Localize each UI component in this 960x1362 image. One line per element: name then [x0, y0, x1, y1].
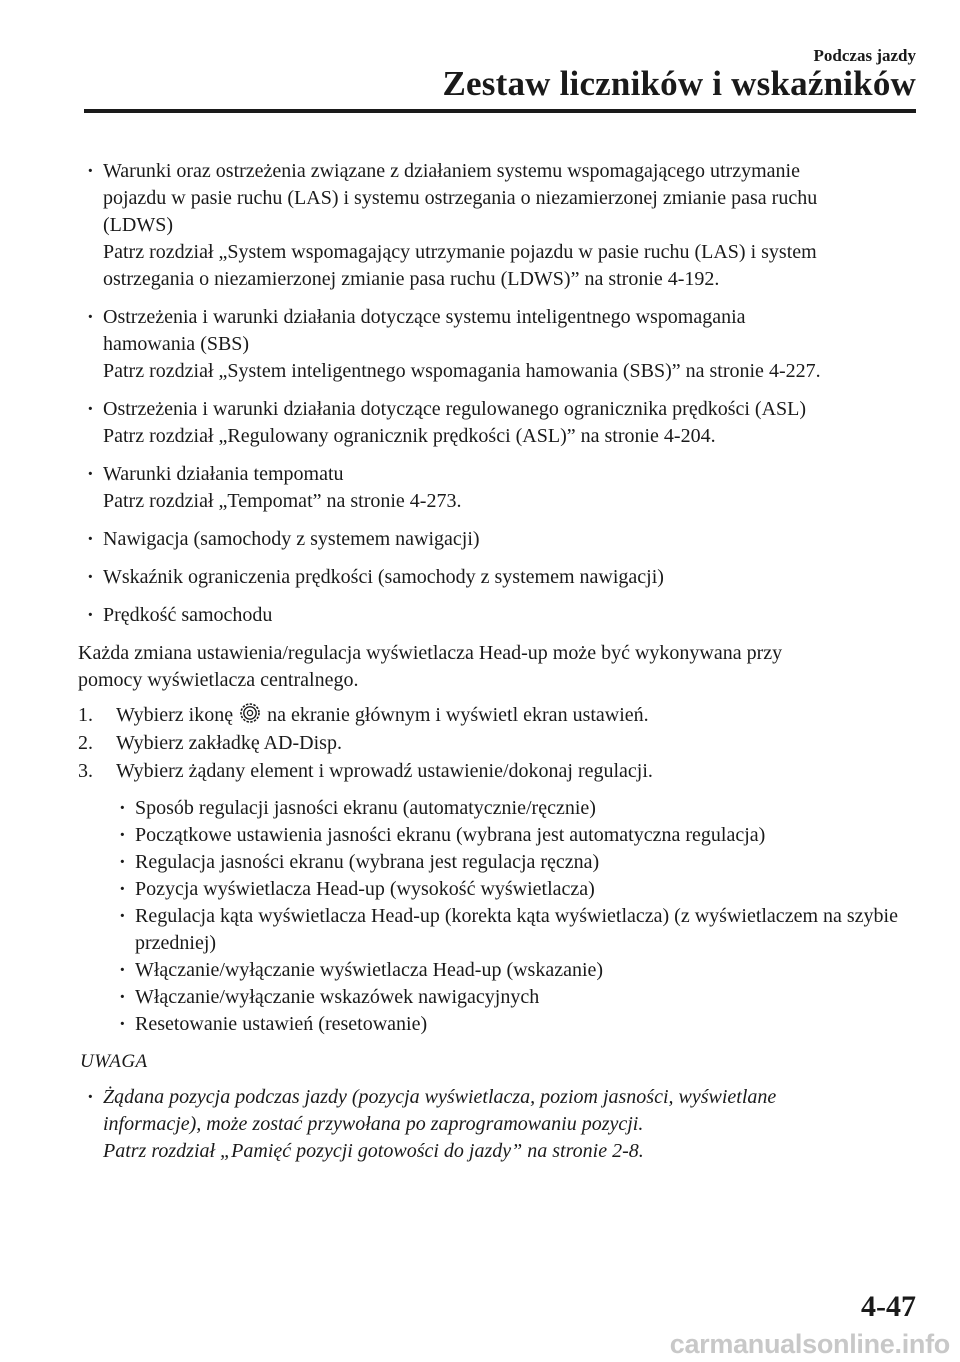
list-item-line: hamowania (SBS) [103, 333, 250, 355]
list-item [78, 564, 918, 591]
paragraph-line: Każda zmiana ustawienia/regulacja wyświetlacza Head-up może być wykonywana przy [78, 642, 783, 664]
page-number: 4-47 [861, 1290, 916, 1323]
list-item-line: · Ostrzeżenia i warunki działania dotyczące systemu inteligentnego wspomagania [103, 306, 746, 328]
step-text: Wybierz zakładkę AD-Disp. [116, 732, 342, 754]
settings-item: · Sposób regulacji jasności ekranu (automatycznie/ręcznie) [110, 795, 918, 822]
settings-item: · Włączanie/wyłączanie wyświetlacza Head-up (wskazanie) [110, 957, 918, 984]
step-text [116, 701, 649, 729]
note-list [78, 1084, 918, 1165]
list-item [78, 602, 918, 629]
page-content [78, 158, 918, 1165]
step-text-part: na ekranie głównym i wyświetl ekran ustawień. [267, 704, 649, 726]
list-item-line: · Nawigacja (samochody z systemem nawigacji) [103, 528, 480, 550]
watermark: carmanualsonline.info [669, 1329, 950, 1359]
settings-item: · Pozycja wyświetlacza Head-up (wysokość wyświetlacza) [110, 876, 918, 903]
list-item-line: · Ostrzeżenia i warunki działania dotyczące regulowanego ogranicznika prędkości (ASL) [103, 398, 807, 420]
note-line: Patrz rozdział „Pamięć pozycji gotowości do jazdy” na stronie 2-8. [103, 1140, 644, 1162]
list-item [78, 304, 918, 385]
step-number: 2. [78, 732, 93, 754]
list-item-line: pojazdu w pasie ruchu (LAS) i systemu ostrzegania o niezamierzonej zmianie pasa ruchu [103, 187, 818, 209]
step-item [78, 757, 918, 785]
settings-item: · Regulacja kąta wyświetlacza Head-up (korekta kąta wyświetlacza) (z wyświetlaczem na szybie przedniej) [110, 903, 918, 957]
page-title: Zestaw liczników i wskaźników [442, 64, 916, 103]
list-item-line: Patrz rozdział „Regulowany ogranicznik prędkości (ASL)” na stronie 4-204. [103, 425, 716, 447]
list-item [78, 158, 918, 293]
step-item [78, 701, 918, 729]
section-label: Podczas jazdy [813, 46, 916, 65]
paragraph-line: pomocy wyświetlacza centralnego. [78, 669, 359, 691]
list-item-line: Patrz rozdział „Tempomat” na stronie 4-273. [103, 490, 462, 512]
list-item-line: ostrzegania o niezamierzonej zmianie pasa ruchu (LDWS)” na stronie 4-192. [103, 268, 720, 290]
step-item [78, 729, 918, 757]
settings-item: · Początkowe ustawienia jasności ekranu (wybrana jest automatyczna regulacja) [110, 822, 918, 849]
list-item [78, 396, 918, 450]
note-line: informacje), może zostać przywołana po zaprogramowaniu pozycji. [103, 1113, 644, 1135]
list-item [78, 526, 918, 553]
list-item-line: · Wskaźnik ograniczenia prędkości (samochody z systemem nawigacji) [103, 566, 664, 588]
list-item-line: · Warunki oraz ostrzeżenia związane z działaniem systemu wspomagającego utrzymanie [103, 160, 800, 182]
list-item-line: Patrz rozdział „System inteligentnego wspomagania hamowania (SBS)” na stronie 4-227. [103, 360, 821, 382]
step-number: 1. [78, 704, 93, 726]
list-item-line: (LDWS) [103, 214, 173, 236]
steps-list [78, 701, 918, 785]
list-item-line: · Warunki działania tempomatu [103, 463, 344, 485]
note-heading: UWAGA [80, 1051, 148, 1072]
note-line: · Żądana pozycja podczas jazdy (pozycja wyświetlacza, poziom jasności, wyświetlane [103, 1086, 777, 1108]
warning-list [78, 158, 918, 629]
settings-list [110, 795, 918, 1038]
list-item-line: Patrz rozdział „System wspomagający utrzymanie pojazdu w pasie ruchu (LAS) i system [103, 241, 817, 263]
step-text: Wybierz żądany element i wprowadź ustawienie/dokonaj regulacji. [116, 760, 653, 782]
settings-item: · Resetowanie ustawień (resetowanie) [110, 1011, 918, 1038]
list-item-line: · Prędkość samochodu [103, 604, 273, 626]
note-item [78, 1084, 918, 1165]
intro-paragraph [78, 640, 918, 694]
gear-icon [240, 703, 260, 723]
settings-item: · Włączanie/wyłączanie wskazówek nawigacyjnych [110, 984, 918, 1011]
step-number: 3. [78, 760, 93, 782]
step-text-part: Wybierz ikonę [116, 704, 234, 726]
list-item [78, 461, 918, 515]
header-divider [84, 109, 916, 113]
settings-item: · Regulacja jasności ekranu (wybrana jest regulacja ręczna) [110, 849, 918, 876]
